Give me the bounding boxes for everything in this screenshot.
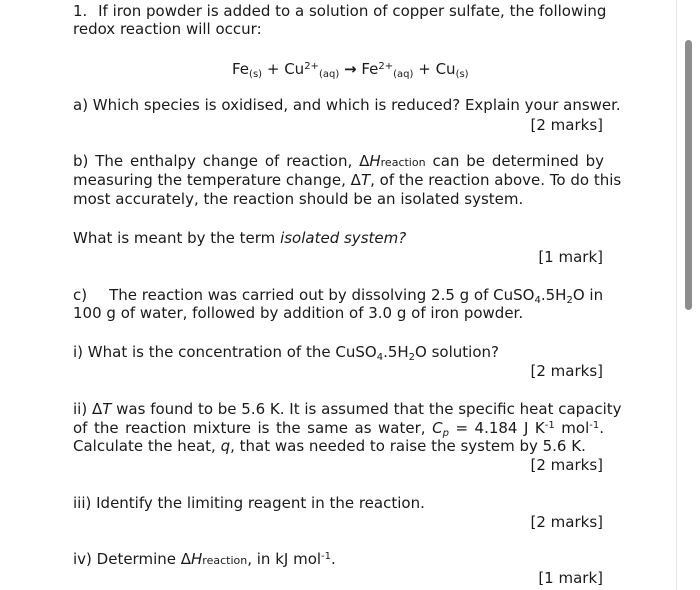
redox-equation: $Fe_{(s)} + Cu^{2+}_{(aq)} \to Fe^{2+}_{(aq)} + Cu_{(s)}$ (232, 60, 469, 80)
part-c-line1: c) The reaction was carried out by dissolving 2.5 g of $CuSO_4.5H_2O$ in (73, 286, 604, 306)
reaction-arrow: → (344, 60, 357, 78)
part-b-line2: measuring the temperature change, ΔT, of the reaction above. To do this (73, 171, 622, 189)
part-b-marks: [1 mark] (538, 248, 603, 266)
part-civ-marks: [1 mark] (538, 569, 603, 587)
part-cii-line1: ii) ΔT was found to be 5.6 K. It is assumed that the specific heat capacity (73, 400, 622, 418)
part-c-line2: 100 g of water, followed by addition of 3.0 g of iron powder. (73, 304, 524, 322)
part-ciii-marks: [2 marks] (530, 513, 603, 531)
part-cii-marks: [2 marks] (530, 456, 603, 474)
question-number: 1. (73, 2, 88, 20)
part-ci-marks: [2 marks] (530, 362, 603, 380)
isolated-system-term: isolated system? (280, 229, 407, 247)
scrollbar[interactable] (685, 40, 692, 310)
question-1-intro-line1: 1. If iron powder is added to a solution of copper sulfate, the following (73, 2, 607, 20)
part-b-line1: b) The enthalpy change of reaction, ΔHreaction can be determined by (73, 152, 604, 170)
part-civ-question: iv) Determine ΔHreaction, in kJ mol$^{-1}$. (73, 550, 336, 568)
part-cii-line2: of the reaction mixture is the same as water, $C_p = 4.184$ J $K^{-1}$ mol$^{-1}$. (73, 419, 605, 439)
window-edge (676, 0, 677, 590)
part-a-question: a) Which species is oxidised, and which is reduced? Explain your answer. (73, 96, 621, 114)
part-ciii-question: iii) Identify the limiting reagent in the reaction. (73, 494, 425, 512)
part-cii-line3: Calculate the heat, q, that was needed to raise the system by 5.6 K. (73, 437, 586, 455)
part-a-marks: [2 marks] (530, 116, 603, 134)
part-b-line3: most accurately, the reaction should be an isolated system. (73, 190, 524, 208)
question-1-intro-line2: redox reaction will occur: (73, 20, 262, 38)
part-ci-question: i) What is the concentration of the $CuSO_4.5H_2O$ solution? (73, 343, 499, 363)
part-b-question: What is meant by the term isolated system? (73, 229, 407, 247)
